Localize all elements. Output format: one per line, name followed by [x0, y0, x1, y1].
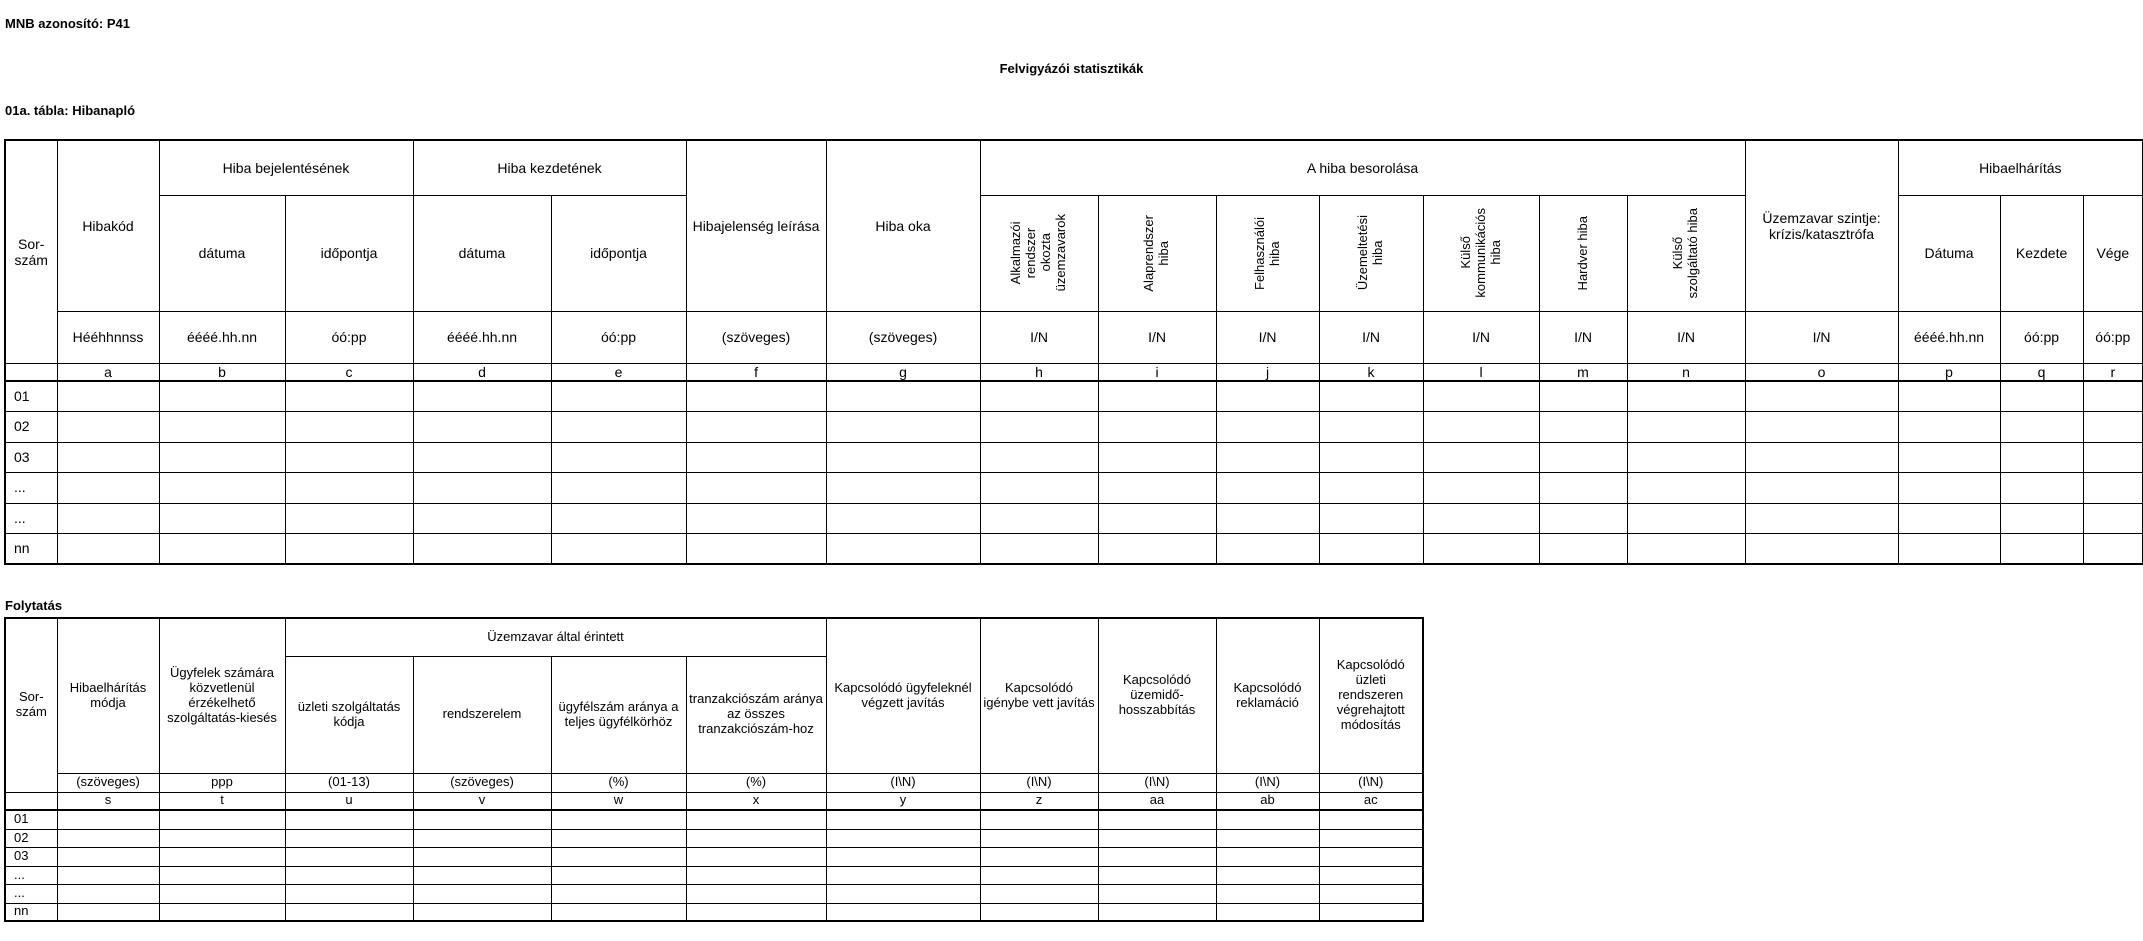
- col-header-kap-igeny: Kapcsolódó igénybe vett javítás: [980, 618, 1098, 773]
- row-number: ...: [5, 472, 57, 503]
- code-cell: f: [686, 363, 826, 381]
- table-row: [5, 503, 2143, 533]
- hardver-label: Hardver hiba: [1574, 215, 1590, 291]
- felhasznaloi-label: Felhasználói hiba: [1251, 216, 1282, 290]
- code-cell: j: [1216, 363, 1319, 381]
- code-cell: q: [2000, 363, 2083, 381]
- col-header-bejelentes-datuma: dátuma: [159, 195, 285, 311]
- code-cell: g: [826, 363, 980, 381]
- uzemeltetesi-label: Üzemeltetési hiba: [1355, 215, 1386, 291]
- format-cell: (I\N): [980, 773, 1098, 792]
- group-header-erintett: Üzemzavar által érintett: [285, 618, 826, 656]
- col-header-kap-ugyfel: Kapcsolódó ügyfeleknél végzett javítás: [826, 618, 980, 773]
- col-header-alaprendszer: [1098, 195, 1216, 311]
- group-header-besorolas: A hiba besorolása: [980, 140, 1745, 195]
- kulso-komm-label: Külső kommunikációs hiba: [1457, 208, 1503, 298]
- col-header-hibakod: Hibakód: [57, 140, 159, 311]
- col-header-tranzakcio: tranzakciószám aránya az összes tranzakciószám-hoz: [686, 656, 826, 773]
- group-header-kezdet: Hiba kezdetének: [413, 140, 686, 195]
- col-header-uzemeltetesi: [1319, 195, 1423, 311]
- format-cell: I/N: [1745, 311, 1898, 363]
- col-header-felhasznaloi: [1216, 195, 1319, 311]
- code-cell: r: [2083, 363, 2143, 381]
- row-number: nn: [5, 903, 57, 921]
- main-title: Felvigyázói statisztikák: [999, 61, 1144, 76]
- col-header-bejelentes-idopontja: időpontja: [285, 195, 413, 311]
- table-row: [5, 381, 2143, 411]
- table-row: [5, 472, 2143, 503]
- col-header-hardver: [1539, 195, 1627, 311]
- col-header-ugyfelek: Ügyfelek számára közvetlenül érzékelhető szolgáltatás-kiesés: [159, 618, 285, 773]
- format-cell: (szöveges): [826, 311, 980, 363]
- row-number: 03: [5, 847, 57, 866]
- table-row: [5, 533, 2143, 564]
- code-cell: o: [1745, 363, 1898, 381]
- format-cell: éééé.hh.nn: [413, 311, 551, 363]
- table-row: [5, 829, 1423, 847]
- format-cell: ppp: [159, 773, 285, 792]
- format-cell: óó:pp: [551, 311, 686, 363]
- code-cell: aa: [1098, 792, 1216, 810]
- code-cell: w: [551, 792, 686, 810]
- format-cell: I/N: [1627, 311, 1745, 363]
- row-number: 03: [5, 442, 57, 472]
- code-row: [5, 363, 2143, 381]
- format-cell: (szöveges): [57, 773, 159, 792]
- error-log-table: [4, 139, 2143, 565]
- format-cell: I/N: [1423, 311, 1539, 363]
- row-number: 02: [5, 829, 57, 847]
- col-header-ugyfelszam: ügyfélszám aránya a teljes ügyfélkörhöz: [551, 656, 686, 773]
- format-cell: (01-13): [285, 773, 413, 792]
- col-header-kap-reklamacio: Kapcsolódó reklamáció: [1216, 618, 1319, 773]
- format-row: [5, 773, 1423, 792]
- alkalmazoi-label: Alkalmazói rendszer okozta üzemzavarok: [1008, 214, 1068, 292]
- table-row: [5, 442, 2143, 472]
- col-header-kap-modositas: Kapcsolódó üzleti rendszeren végrehajtott módosítás: [1319, 618, 1423, 773]
- format-cell: I/N: [1098, 311, 1216, 363]
- row-number: 01: [5, 381, 57, 411]
- format-cell: (%): [686, 773, 826, 792]
- code-row: [5, 792, 1423, 810]
- table-row: [5, 847, 1423, 866]
- col-header-h-datuma: Dátuma: [1898, 195, 2000, 311]
- alaprendszer-label: Alaprendszer hiba: [1141, 214, 1172, 292]
- code-cell: h: [980, 363, 1098, 381]
- col-header-kezdet-datuma: dátuma: [413, 195, 551, 311]
- row-number: 01: [5, 810, 57, 829]
- table-row: [5, 411, 2143, 442]
- format-cell: óó:pp: [2000, 311, 2083, 363]
- code-cell: a: [57, 363, 159, 381]
- group-header-bejelentes: Hiba bejelentésének: [159, 140, 413, 195]
- code-cell: z: [980, 792, 1098, 810]
- format-cell: (szöveges): [686, 311, 826, 363]
- format-cell: (I\N): [1319, 773, 1423, 792]
- col-header-kulso-szolg: [1627, 195, 1745, 311]
- code-cell: c: [285, 363, 413, 381]
- code-cell: p: [1898, 363, 2000, 381]
- col-header-uzleti-kod: üzleti szolgáltatás kódja: [285, 656, 413, 773]
- col-header-sorszam: Sor- szám: [5, 618, 57, 792]
- table-row: [5, 810, 1423, 829]
- table-row: [5, 884, 1423, 903]
- col-header-hiba-oka: Hiba oka: [826, 140, 980, 311]
- format-cell: I/N: [980, 311, 1098, 363]
- code-cell: k: [1319, 363, 1423, 381]
- code-cell-empty: [5, 363, 57, 381]
- code-cell: l: [1423, 363, 1539, 381]
- continuation-label: Folytatás: [5, 598, 63, 613]
- row-number: nn: [5, 533, 57, 564]
- group-header-hibaelharitas: Hibaelhárítás: [1898, 140, 2143, 195]
- code-cell: m: [1539, 363, 1627, 381]
- kulso-szolg-label: Külső szolgáltató hiba: [1670, 207, 1701, 299]
- col-header-h-kezdete: Kezdete: [2000, 195, 2083, 311]
- col-header-kap-uzemido: Kapcsolódó üzemidő-hosszabbítás: [1098, 618, 1216, 773]
- format-cell: éééé.hh.nn: [159, 311, 285, 363]
- code-cell: y: [826, 792, 980, 810]
- code-cell: ac: [1319, 792, 1423, 810]
- format-cell: Hééhhnnss: [57, 311, 159, 363]
- code-cell: b: [159, 363, 285, 381]
- table-row: [5, 903, 1423, 921]
- col-header-uzemzavar-szint: Üzemzavar szintje: krízis/katasztrófa: [1745, 140, 1898, 311]
- code-cell: d: [413, 363, 551, 381]
- code-cell: i: [1098, 363, 1216, 381]
- mnb-id-label: MNB azonosító: P41: [5, 16, 130, 31]
- col-header-kulso-komm: [1423, 195, 1539, 311]
- col-header-sorszam: Sor- szám: [5, 140, 57, 363]
- table-row: [5, 866, 1423, 884]
- format-cell: óó:pp: [285, 311, 413, 363]
- code-cell: e: [551, 363, 686, 381]
- code-cell: v: [413, 792, 551, 810]
- row-number: ...: [5, 884, 57, 903]
- row-number: ...: [5, 503, 57, 533]
- code-cell: t: [159, 792, 285, 810]
- col-header-jelenseg: Hibajelenség leírása: [686, 140, 826, 311]
- code-cell: x: [686, 792, 826, 810]
- format-cell: (%): [551, 773, 686, 792]
- col-header-alkalmazoi: [980, 195, 1098, 311]
- col-header-h-vege: Vége: [2083, 195, 2143, 311]
- col-header-kezdet-idopontja: időpontja: [551, 195, 686, 311]
- code-cell: ab: [1216, 792, 1319, 810]
- table-title: 01a. tábla: Hibanapló: [5, 103, 136, 118]
- col-header-mod: Hibaelhárítás módja: [57, 618, 159, 773]
- format-cell: (I\N): [1216, 773, 1319, 792]
- continuation-table: [4, 617, 1424, 922]
- format-cell: I/N: [1539, 311, 1627, 363]
- format-cell: (I\N): [1098, 773, 1216, 792]
- format-row: [5, 311, 2143, 363]
- col-header-rendszerelem: rendszerelem: [413, 656, 551, 773]
- code-cell: n: [1627, 363, 1745, 381]
- format-cell: éééé.hh.nn: [1898, 311, 2000, 363]
- format-cell: (szöveges): [413, 773, 551, 792]
- row-number: ...: [5, 866, 57, 884]
- format-cell: I/N: [1319, 311, 1423, 363]
- format-cell: (I\N): [826, 773, 980, 792]
- format-cell: I/N: [1216, 311, 1319, 363]
- code-cell: u: [285, 792, 413, 810]
- row-number: 02: [5, 411, 57, 442]
- code-cell-empty: [5, 792, 57, 810]
- format-cell: óó:pp: [2083, 311, 2143, 363]
- code-cell: s: [57, 792, 159, 810]
